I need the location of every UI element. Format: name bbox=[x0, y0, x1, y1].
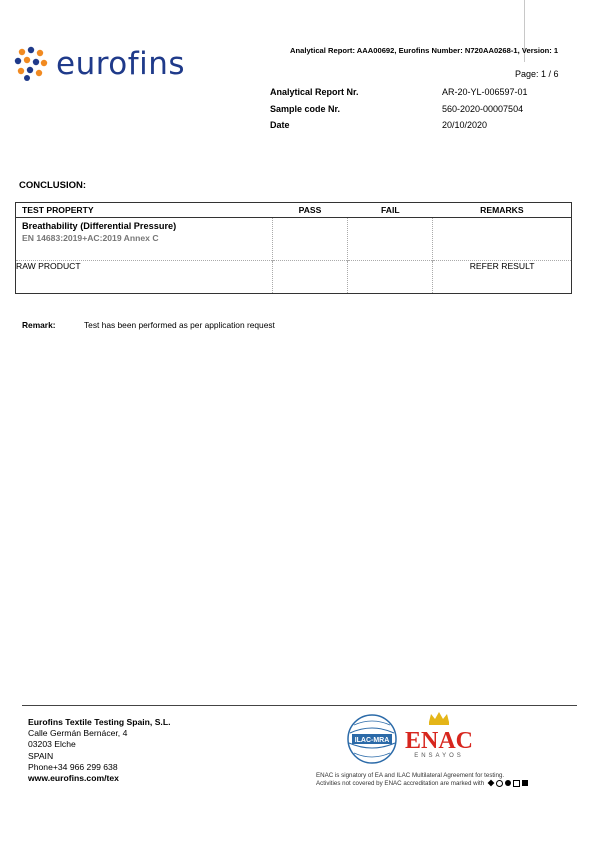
conclusion-title: CONCLUSION: bbox=[19, 180, 87, 191]
remark-label: Remark: bbox=[22, 320, 56, 330]
remarks-cell: REFER RESULT bbox=[433, 261, 572, 294]
remark-text: Test has been performed as per application request bbox=[84, 320, 275, 330]
property-standard: EN 14683:2019+AC:2019 Annex C bbox=[22, 233, 159, 243]
enac-sub-label: ENSAYOS bbox=[414, 753, 464, 759]
address-line: 03203 Elche bbox=[28, 739, 76, 750]
fail-cell bbox=[348, 218, 433, 261]
meta-row-sample-code bbox=[270, 101, 570, 118]
pass-cell bbox=[272, 218, 348, 261]
table-row-property bbox=[16, 218, 572, 261]
eurofins-dots-icon bbox=[14, 46, 48, 82]
diamond-icon bbox=[488, 780, 495, 787]
table-row bbox=[16, 261, 572, 294]
meta-value: AR-20-YL-006597-01 bbox=[442, 87, 528, 98]
crown-icon bbox=[429, 712, 449, 725]
property-cell bbox=[16, 218, 273, 261]
phone: Phone+34 966 299 638 bbox=[28, 761, 118, 772]
enac-statement-line: ENAC is signatory of EA and ILAC Multilateral Agreement for testing. bbox=[316, 772, 505, 779]
marker-symbols bbox=[488, 780, 528, 787]
meta-label: Sample code Nr. bbox=[270, 103, 341, 114]
conclusion-table bbox=[15, 202, 572, 294]
column-header: TEST PROPERTY bbox=[16, 203, 273, 218]
meta-value: 560-2020-00007504 bbox=[442, 103, 524, 114]
footer-divider bbox=[22, 705, 577, 706]
page-number: Page: 1 / 6 bbox=[515, 69, 559, 79]
eurofins-logo bbox=[14, 44, 185, 84]
meta-row-date bbox=[270, 117, 570, 134]
column-header: FAIL bbox=[348, 203, 433, 218]
company-name: Eurofins Textile Testing Spain, S.L. bbox=[28, 717, 171, 727]
meta-label: Date bbox=[270, 120, 290, 131]
enac-statement-line-2 bbox=[316, 780, 528, 788]
enac-statement-line: Activities not covered by ENAC accreditation are marked with bbox=[316, 780, 485, 788]
circle-filled-icon bbox=[505, 780, 511, 786]
enac-label: ENAC bbox=[404, 728, 474, 754]
meta-value: 20/10/2020 bbox=[442, 120, 488, 131]
meta-row-report-nr bbox=[270, 84, 570, 101]
report-reference: Analytical Report: AAA00692, Eurofins Number: N720AA0268-1, Version: 1 bbox=[290, 46, 559, 55]
country: SPAIN bbox=[28, 750, 54, 761]
product-cell: RAW PRODUCT bbox=[16, 261, 273, 294]
address-line: Calle Germán Bernácer, 4 bbox=[28, 728, 128, 739]
logo-text: eurofins bbox=[56, 46, 186, 82]
property-name: Breathability (Differential Pressure) bbox=[22, 221, 177, 231]
table-header-row bbox=[16, 203, 572, 218]
meta-label: Analytical Report Nr. bbox=[270, 87, 359, 98]
fail-cell bbox=[348, 261, 433, 294]
square-filled-icon bbox=[522, 780, 528, 786]
enac-logo-icon bbox=[398, 710, 480, 770]
report-metadata bbox=[270, 84, 570, 134]
remarks-cell bbox=[433, 218, 572, 261]
column-header: PASS bbox=[272, 203, 348, 218]
enac-statement bbox=[316, 772, 528, 788]
square-outline-icon bbox=[513, 780, 520, 787]
company-address bbox=[28, 717, 170, 784]
column-header: REMARKS bbox=[433, 203, 572, 218]
circle-outline-icon bbox=[496, 780, 503, 787]
website-link[interactable]: www.eurofins.com/tex bbox=[28, 773, 119, 784]
pass-cell bbox=[272, 261, 348, 294]
ilac-label: ILAC-MRA bbox=[354, 737, 390, 744]
ilac-mra-icon bbox=[346, 713, 398, 765]
